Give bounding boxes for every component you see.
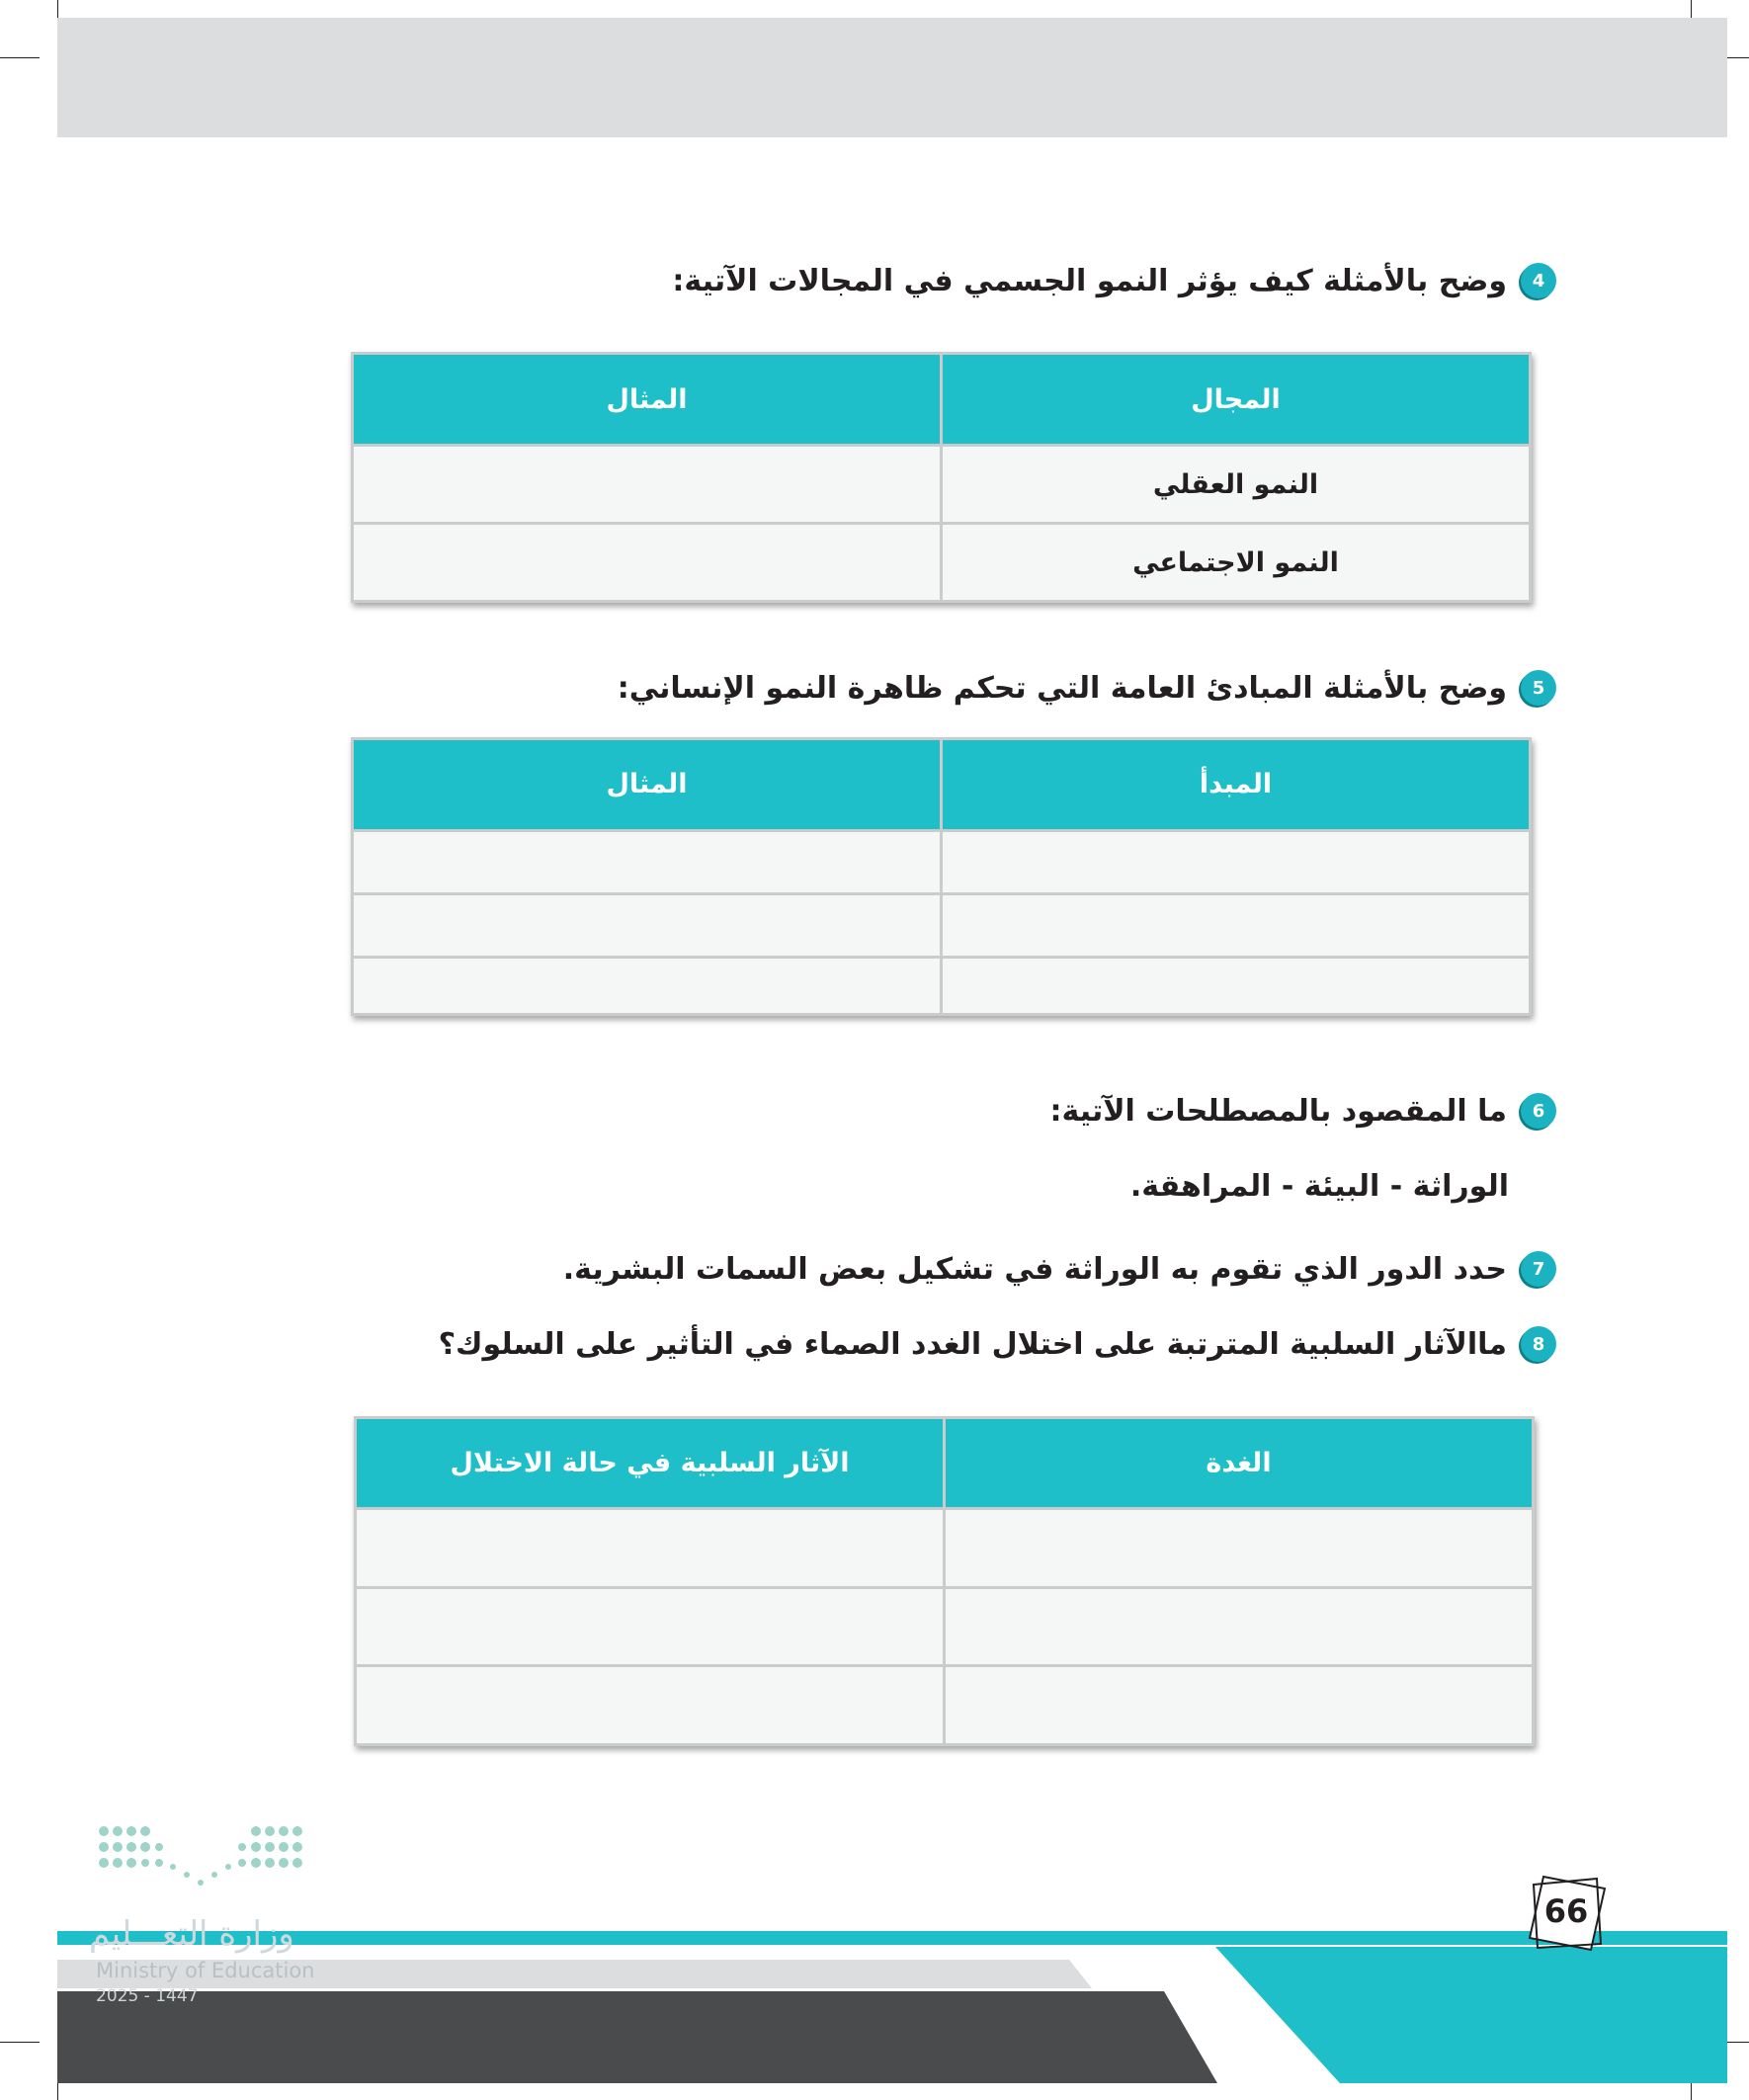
question-number-badge: 6	[1521, 1093, 1556, 1129]
table-header-domain: المجال	[943, 355, 1529, 444]
table-cell-domain: النمو العقلي	[943, 447, 1529, 522]
terms-list: الوراثة - البيئة - المراهقة.	[1129, 1169, 1509, 1204]
footer-teal-shape	[1215, 1947, 1727, 2083]
question-number-badge: 5	[1521, 670, 1556, 706]
table-cell-domain: النمو الاجتماعي	[943, 525, 1529, 600]
footer-dark-strip	[57, 1991, 1217, 2083]
table-header-example: المثال	[354, 740, 940, 829]
question-text: ما المقصود بالمصطلحات الآتية:	[1049, 1093, 1507, 1129]
question-number-badge: 8	[1521, 1326, 1556, 1362]
question-text: وضح بالأمثلة كيف يؤثر النمو الجسمي في المجالات الآتية:	[672, 263, 1507, 298]
page-number: 66	[1543, 1892, 1589, 1930]
question-number-badge: 4	[1521, 263, 1556, 298]
table-header-gland: الغدة	[946, 1419, 1532, 1507]
ministry-logo-icon	[94, 1823, 311, 1892]
table-header-example: المثال	[354, 355, 940, 444]
edition-year: 2025 - 1447	[96, 1986, 199, 2006]
question-text: وضح بالأمثلة المبادئ العامة التي تحكم ظاهرة النمو الإنساني:	[617, 670, 1507, 706]
ministry-name-arabic: وزارة التعـــليم	[89, 1914, 294, 1954]
footer-teal-line	[57, 1931, 1727, 1945]
ministry-name-english: Ministry of Education	[96, 1959, 315, 1982]
question-text: ماالآثار السلبية المترتبة على اختلال الغدد الصماء في التأثير على السلوك؟	[438, 1326, 1507, 1362]
question-text: حدد الدور الذي تقوم به الوراثة في تشكيل بعض السمات البشرية.	[562, 1251, 1507, 1287]
question-number-badge: 7	[1521, 1251, 1556, 1287]
table-header-principle: المبدأ	[943, 740, 1529, 829]
table-header-negative-effects: الآثار السلبية في حالة الاختلال	[357, 1419, 943, 1507]
